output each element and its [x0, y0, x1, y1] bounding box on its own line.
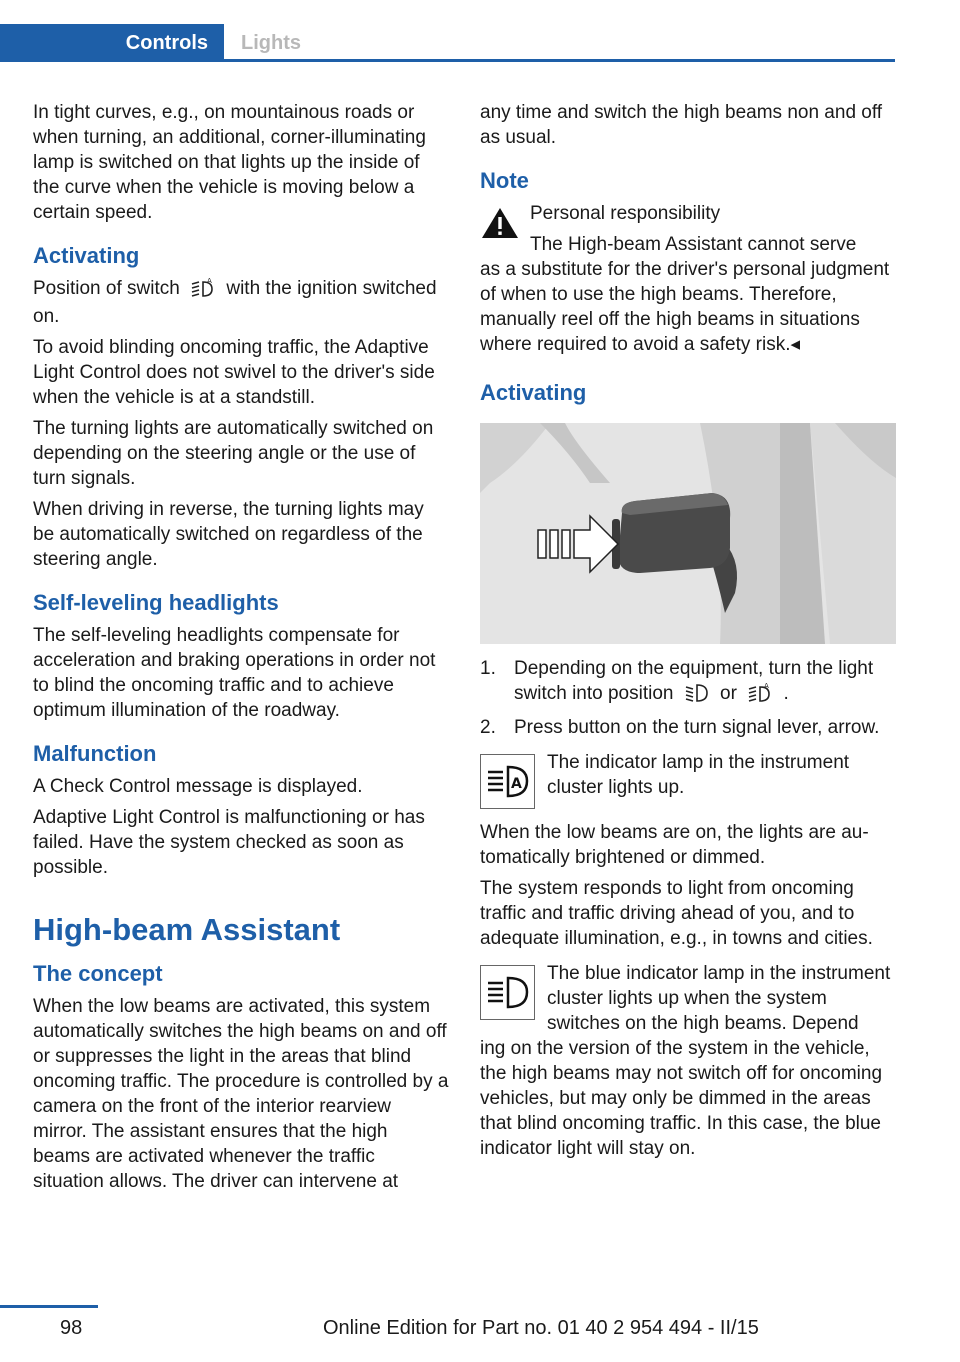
step-1-or: or [720, 683, 737, 704]
footer-rule [0, 1305, 98, 1308]
step-2-number: 2. [480, 717, 496, 738]
step-1-text: Depending on the equipment, turn the light switch into position [514, 658, 874, 704]
malfunction-heading: Malfunction [33, 741, 157, 766]
step-2-text: Press button on the turn signal lever, arrow. [514, 717, 880, 738]
note-body-rest: as a substitute for the driver's personal judgment of when to use the high beams. Therefore, manually reel off the high beams in situations where required to avoid a safety risk.◂ [480, 259, 890, 355]
activating-heading: Activating [33, 243, 140, 268]
svg-text:A: A [764, 682, 770, 690]
right-column [480, 100, 896, 1167]
svg-text:A: A [511, 776, 522, 792]
self-leveling-paragraph: The self-leveling headlights compensate for acceleration and braking operations in order not to blind the oncoming traffic and to achieve optimum illumination of the roadway. [33, 625, 436, 721]
tab-lights[interactable]: Lights [241, 31, 301, 54]
header-bar [0, 0, 895, 62]
indicator-1-text: The indicator lamp in the instrument cluster lights up. [547, 752, 850, 798]
high-beam-assistant-heading: High-beam Assistant [33, 912, 341, 947]
concept-heading: The concept [33, 961, 163, 986]
step-1 [480, 656, 896, 709]
indicator-2-text-continued: ing on the version of the system in the vehicle, the high beams may not switch off for oncoming vehicles, but may only be dimmed in the areas that blind oncoming traffic. In this case, the blue indicator light will stay on. [480, 1038, 883, 1159]
step-1-number: 1. [480, 658, 496, 679]
note-body-first: The High-beam Assistant cannot serve [530, 234, 857, 255]
low-beams-paragraph: When the low beams are on, the lights are automatically brightened or dimmed. [480, 822, 869, 868]
headlight-auto-icon-2 [748, 682, 772, 709]
note-heading: Note [480, 168, 529, 193]
low-beam-icon [685, 682, 709, 709]
activating-paragraph-2: To avoid blinding oncoming traffic, the Adaptive Light Control does not swivel to the driver's side when the vehicle is at a standstill. [33, 337, 435, 408]
indicator-2-text: The blue indicator lamp in the instrument cluster lights up when the system switches on the high beams. Depend [547, 963, 891, 1034]
headlight-auto-icon [191, 277, 215, 304]
activating-paragraph-4: When driving in reverse, the turning lights may be automatically switched on regardless of the steering angle. [33, 499, 424, 570]
tab-controls[interactable]: Controls [0, 24, 224, 62]
header-rule [224, 59, 895, 62]
note-block [480, 201, 896, 357]
malfunction-paragraph-2: Adaptive Light Control is malfunctioning or has failed. Have the system checked as soon as possible. [33, 807, 425, 878]
activating-p1-start: Position of switch [33, 278, 180, 299]
warning-triangle-icon [480, 206, 520, 247]
high-beam-assistant-indicator-icon [480, 754, 535, 809]
concept-paragraph: When the low beams are activated, this system automatically switches the high beams on and off or suppresses the light in the areas that blind oncoming traffic. The procedure is controlled by a camera on the front of the interior rearview mirror. The assistant ensures that the high beams are activated whenever the traffic situation allows. The driver can intervene at [33, 996, 449, 1192]
steps-list [480, 656, 896, 740]
responds-paragraph: The system responds to light from oncoming traffic and traffic driving ahead of you, and to adequate illumination, e.g., in towns and cities. [480, 878, 873, 949]
activating-paragraph-1 [33, 276, 449, 329]
intro-paragraph: In tight curves, e.g., on mountainous roads or when turning, an additional, corner-illuminating lamp is switched on that lights up the inside of the curve when the vehicle is moving below a certain speed. [33, 102, 426, 223]
left-column [33, 100, 449, 1200]
step-1-end: . [783, 683, 789, 704]
turn-signal-lever-illustration [480, 423, 896, 644]
indicator-row-1 [480, 750, 896, 812]
activating-heading-2: Activating [480, 380, 587, 405]
note-title: Personal responsibility [530, 203, 721, 224]
malfunction-paragraph-1: A Check Control message is displayed. [33, 776, 363, 797]
activating-paragraph-3: The turning lights are automatically switched on depending on the steering angle or the use of turn signals. [33, 418, 434, 489]
continued-paragraph: any time and switch the high beams non and off as usual. [480, 102, 883, 148]
activating-p1-end: with the ignition switched on. [33, 278, 437, 327]
footer-edition: Online Edition for Part no. 01 40 2 954 494 - II/15 [323, 1317, 759, 1339]
indicator-row-2 [480, 961, 896, 1036]
svg-text:A: A [207, 277, 212, 285]
step-2 [480, 715, 896, 740]
self-leveling-heading: Self-leveling headlights [33, 590, 279, 615]
page-number: 98 [60, 1317, 83, 1339]
high-beam-indicator-icon [480, 965, 535, 1020]
